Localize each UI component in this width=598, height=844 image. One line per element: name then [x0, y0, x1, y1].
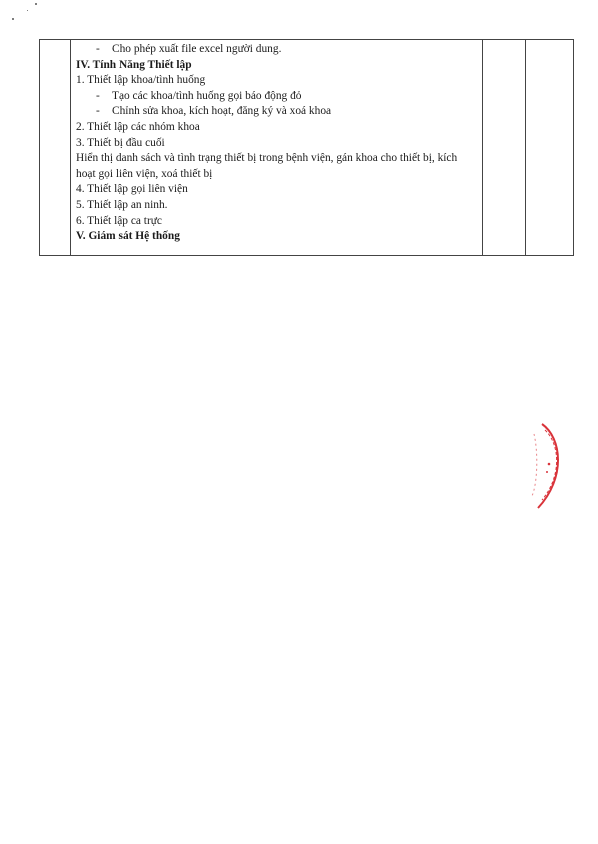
numbered-item: 3. Thiết bị đầu cuối — [76, 136, 165, 149]
feature-list — [71, 40, 482, 245]
numbered-item: 2. Thiết lập các nhóm khoa — [76, 120, 200, 133]
content-cell — [71, 40, 483, 256]
scan-speck — [35, 3, 37, 5]
bullet-text: Cho phép xuất file excel người dung. — [112, 43, 282, 55]
numbered-item: 1. Thiết lập khoa/tình huống — [76, 74, 206, 87]
spec-table — [39, 39, 574, 256]
empty-cell — [526, 40, 574, 256]
paragraph-text: Hiển thị danh sách và tình trạng thiết bị trong bệnh viện, gán khoa cho thiết bị, kích hoạt gọi liên viện, xoá thiết bị — [76, 152, 458, 180]
section-heading: V. Giám sát Hệ thống — [76, 230, 180, 243]
scan-speck — [27, 10, 28, 11]
index-cell — [40, 40, 71, 256]
numbered-item: 5. Thiết lập an ninh. — [76, 198, 168, 211]
bullet-dash: - — [96, 105, 100, 118]
red-seal-stamp — [528, 420, 568, 512]
bullet-text: Chỉnh sửa khoa, kích hoạt, đăng ký và xoá khoa — [112, 105, 332, 118]
empty-cell — [483, 40, 526, 256]
bullet-dash: - — [96, 43, 100, 55]
bullet-item — [76, 42, 482, 58]
table-row — [40, 40, 574, 256]
bullet-text: Tạo các khoa/tình huống gọi báo động đỏ — [112, 89, 302, 102]
bullet-dash: - — [96, 89, 100, 102]
section-heading: IV. Tính Năng Thiết lập — [76, 58, 192, 71]
bullet-item — [76, 104, 482, 120]
scan-speck — [12, 18, 14, 20]
numbered-item: 6. Thiết lập ca trực — [76, 214, 162, 227]
numbered-item: 4. Thiết lập gọi liên viện — [76, 183, 188, 196]
bullet-item — [76, 89, 482, 105]
